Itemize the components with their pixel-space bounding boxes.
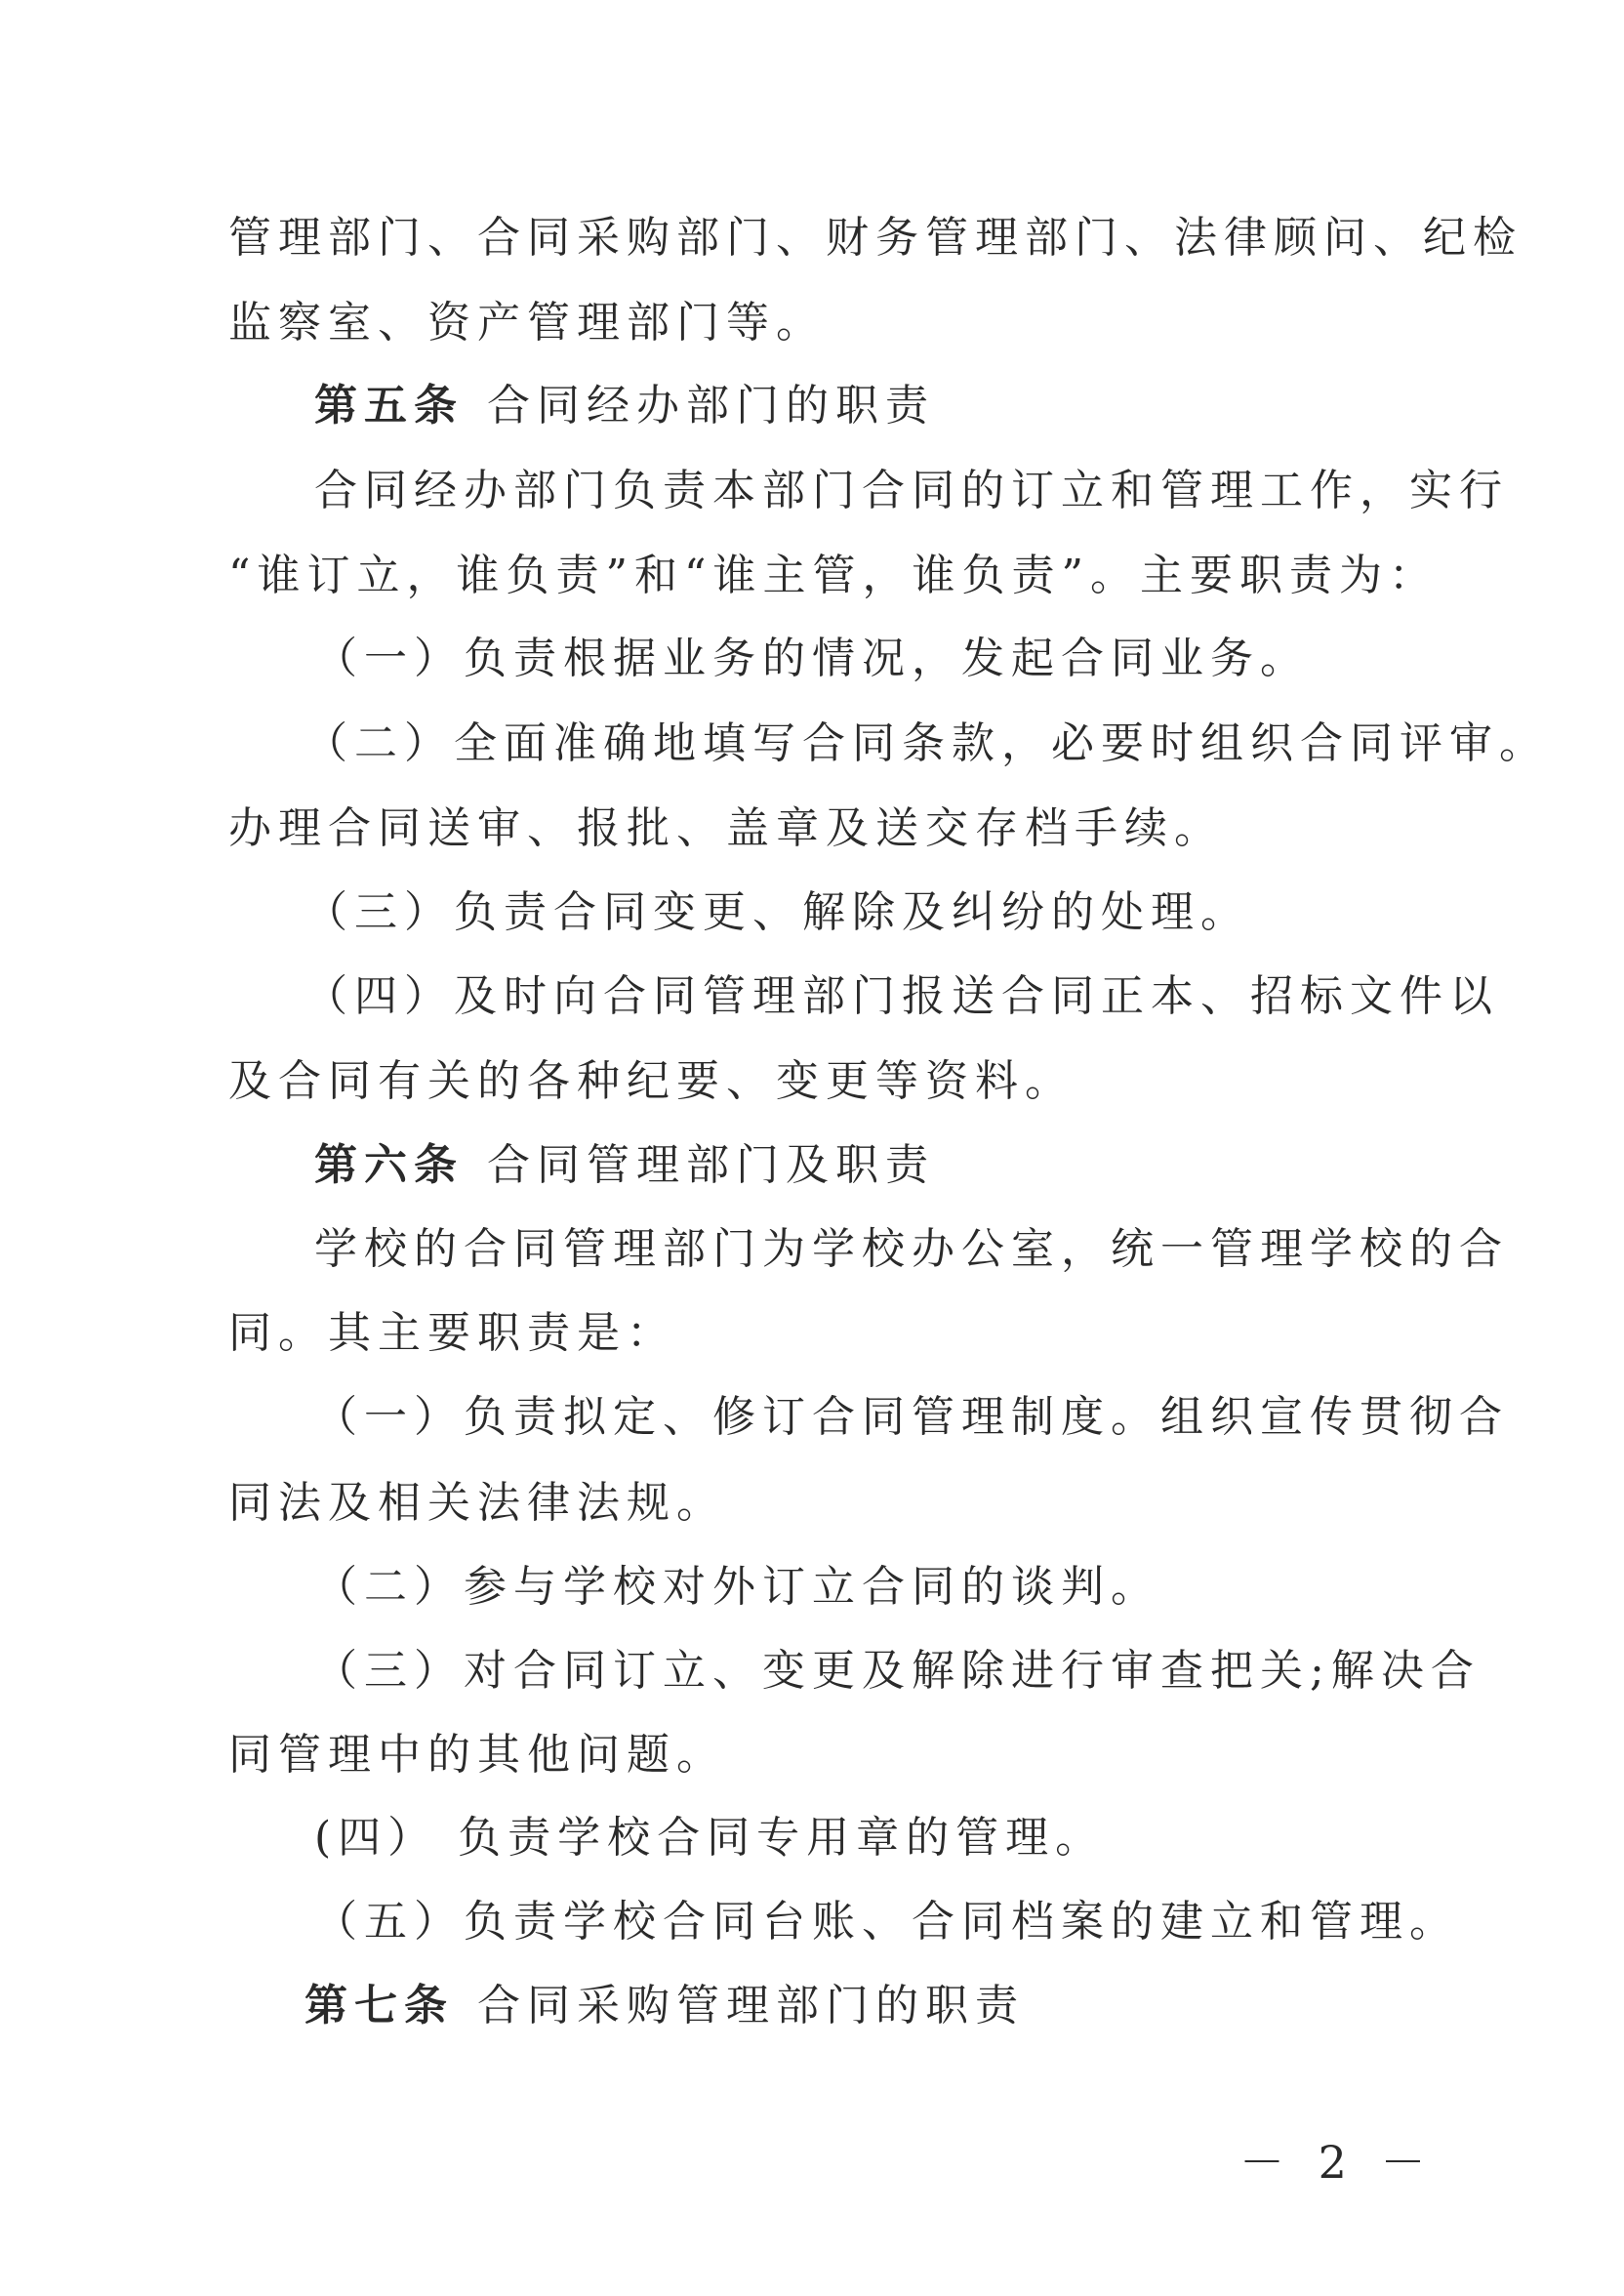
body-line: 合同经办部门负责本部门合同的订立和管理工作，实行 xyxy=(314,466,1509,515)
body-line: 同。其主要职责是： xyxy=(228,1308,676,1358)
article-heading-6 xyxy=(314,1136,1466,1195)
body-line: 及合同有关的各种纪要、变更等资料。 xyxy=(228,1056,1075,1106)
list-item: （三）对合同订立、变更及解除进行审查把关;解决合 xyxy=(314,1646,1481,1696)
page-number: － 2 － xyxy=(1239,2136,1436,2189)
list-item: （二）参与学校对外订立合同的谈判。 xyxy=(314,1562,1160,1612)
body-line: 同法及相关法律法规。 xyxy=(228,1478,726,1528)
article-title: 合同经办部门的职责 xyxy=(487,381,935,430)
list-item: （一）负责根据业务的情况，发起合同业务。 xyxy=(314,634,1310,683)
article-number: 第五条 xyxy=(314,381,464,430)
list-item: （三）负责合同变更、解除及纠纷的处理。 xyxy=(304,887,1250,937)
list-item: （四）及时向合同管理部门报送合同正本、招标文件以 xyxy=(304,971,1499,1021)
body-line: 学校的合同管理部门为学校办公室，统一管理学校的合 xyxy=(314,1224,1509,1274)
article-heading-5 xyxy=(314,377,1466,435)
article-number: 第六条 xyxy=(314,1140,464,1190)
body-line: 管理部门、合同采购部门、财务管理部门、法律顾问、纪检 xyxy=(228,213,1522,263)
list-item: （五）负责学校合同台账、合同档案的建立和管理。 xyxy=(314,1897,1459,1947)
article-title: 合同采购管理部门的职责 xyxy=(477,1981,1025,2030)
body-line: 监察室、资产管理部门等。 xyxy=(228,298,826,348)
list-item: （二）全面准确地填写合同条款，必要时组织合同评审。 xyxy=(304,718,1549,768)
body-line: 办理合同送审、报批、盖章及送交存档手续。 xyxy=(228,803,1224,853)
article-number: 第七条 xyxy=(304,1981,454,2030)
article-title: 合同管理部门及职责 xyxy=(487,1140,935,1190)
list-item: (四） 负责学校合同专用章的管理。 xyxy=(314,1813,1106,1863)
body-line: “谁订立，谁负责”和“谁主管，谁负责”。主要职责为： xyxy=(228,551,1439,600)
list-item: （一）负责拟定、修订合同管理制度。组织宣传贯彻合 xyxy=(314,1392,1509,1442)
article-heading-7 xyxy=(304,1977,1456,2035)
body-line: 同管理中的其他问题。 xyxy=(228,1730,726,1780)
